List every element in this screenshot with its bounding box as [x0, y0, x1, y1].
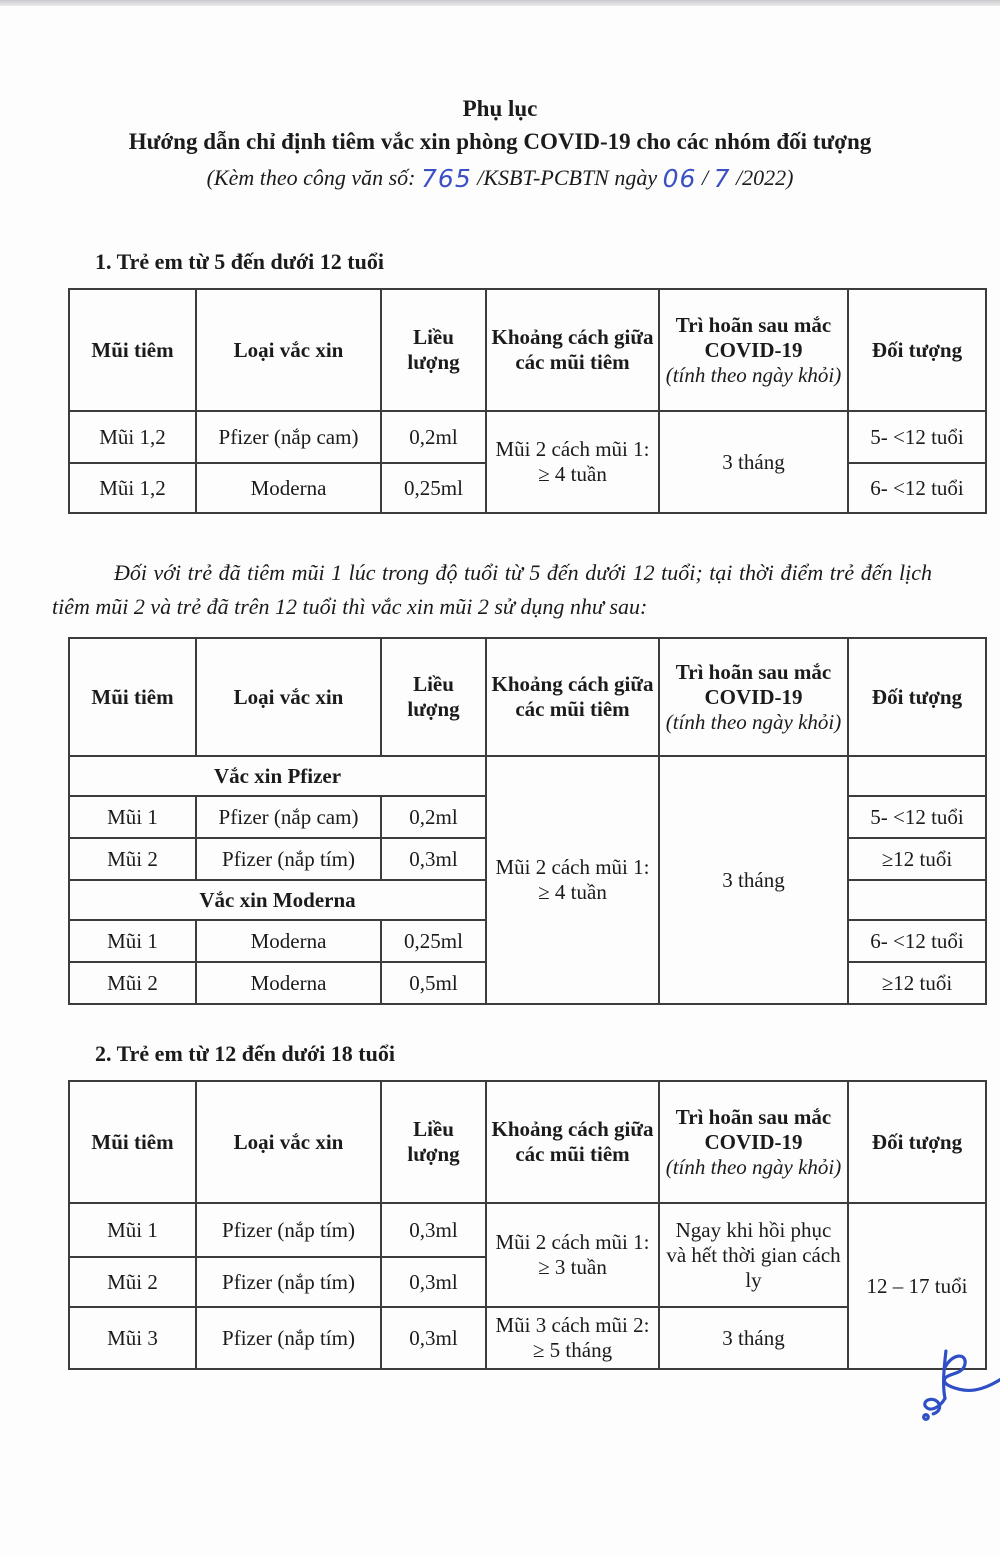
header-shot: Mũi tiêm [69, 289, 196, 411]
shot-cell: Mũi 3 [69, 1307, 196, 1369]
header-delay [659, 289, 848, 411]
dose-cell: 0,2ml [381, 796, 486, 838]
delay-cell: 3 tháng [659, 756, 848, 1004]
ref-suffix: /2022) [735, 165, 794, 190]
header-interval: Khoảng cách giữa các mũi tiêm [486, 289, 659, 411]
delay-cell: Ngay khi hồi phục và hết thời gian cách ly [659, 1203, 848, 1307]
vaccine-cell: Pfizer (nắp cam) [196, 411, 381, 463]
note-paragraph: Đối với trẻ đã tiêm mũi 1 lúc trong độ tuổi từ 5 đến dưới 12 tuổi; tại thời điểm trẻ đến lịch tiêm mũi 2 và trẻ đã trên 12 tuổi thì vắc xin mũi 2 sử dụng như sau: [52, 560, 932, 620]
target-cell: ≥12 tuổi [848, 962, 986, 1004]
delay-cell: 3 tháng [659, 1307, 848, 1369]
header-target: Đối tượng [848, 289, 986, 411]
dose-cell: 0,3ml [381, 1307, 486, 1369]
header-vaccine: Loại vắc xin [196, 638, 381, 756]
dose-cell: 0,25ml [381, 463, 486, 513]
vaccine-table-5-to-12 [68, 288, 987, 514]
header-delay-sub: (tính theo ngày khỏi) [665, 709, 842, 734]
shot-cell: Mũi 2 [69, 962, 196, 1004]
group-row-pfizer [69, 756, 986, 796]
ref-between: /KSBT-PCBTN ngày [477, 165, 658, 190]
target-cell: 12 – 17 tuổi [848, 1203, 986, 1369]
header-dose: Liều lượng [381, 1081, 486, 1203]
section-1-heading: 1. Trẻ em từ 5 đến dưới 12 tuổi [95, 249, 384, 274]
target-cell: ≥12 tuổi [848, 838, 986, 880]
header-target: Đối tượng [848, 638, 986, 756]
interval-cell: Mũi 2 cách mũi 1: ≥ 4 tuần [486, 756, 659, 1004]
header-delay-main: Trì hoãn sau mắc COVID-19 [675, 659, 832, 709]
header-target: Đối tượng [848, 1081, 986, 1203]
vaccine-table-mixed-age [68, 637, 987, 1005]
empty-cell [848, 756, 986, 796]
vaccine-table-12-to-18 [68, 1080, 987, 1370]
handwritten-month: 7 [713, 164, 731, 193]
handwritten-signature-mark [905, 1340, 1000, 1435]
vaccine-cell: Pfizer (nắp tím) [196, 1257, 381, 1307]
interval-cell: Mũi 2 cách mũi 1: ≥ 3 tuần [486, 1203, 659, 1307]
vaccine-cell: Pfizer (nắp tím) [196, 1307, 381, 1369]
handwritten-day: 06 [662, 164, 697, 193]
header-shot: Mũi tiêm [69, 1081, 196, 1203]
shot-cell: Mũi 1 [69, 796, 196, 838]
group-label-pfizer: Vắc xin Pfizer [69, 756, 486, 796]
header-delay [659, 1081, 848, 1203]
vaccine-cell: Moderna [196, 463, 381, 513]
dose-cell: 0,3ml [381, 1203, 486, 1257]
group-label-moderna: Vắc xin Moderna [69, 880, 486, 920]
header-shot: Mũi tiêm [69, 638, 196, 756]
table-row [69, 411, 986, 463]
interval-cell: Mũi 2 cách mũi 1: ≥ 4 tuần [486, 411, 659, 513]
header-delay-sub: (tính theo ngày khỏi) [665, 1154, 842, 1179]
table-header-row [69, 289, 986, 411]
header-delay [659, 638, 848, 756]
ref-prefix: (Kèm theo công văn số: [206, 165, 416, 190]
table-row [69, 1203, 986, 1257]
header-delay-main: Trì hoãn sau mắc COVID-19 [675, 312, 832, 362]
header-delay-main: Trì hoãn sau mắc COVID-19 [675, 1104, 832, 1154]
scan-top-edge [0, 0, 1000, 6]
document-subtitle: Hướng dẫn chỉ định tiêm vắc xin phòng COVID-19 cho các nhóm đối tượng [128, 129, 872, 154]
table-header-row [69, 1081, 986, 1203]
header-vaccine: Loại vắc xin [196, 289, 381, 411]
header-interval: Khoảng cách giữa các mũi tiêm [486, 638, 659, 756]
section-2-heading: 2. Trẻ em từ 12 đến dưới 18 tuổi [95, 1041, 395, 1067]
shot-cell: Mũi 2 [69, 838, 196, 880]
target-cell: 5- <12 tuổi [848, 796, 986, 838]
ref-slash: / [701, 165, 709, 190]
table-header-row [69, 638, 986, 756]
dose-cell: 0,5ml [381, 962, 486, 1004]
vaccine-cell: Moderna [196, 920, 381, 962]
shot-cell: Mũi 2 [69, 1257, 196, 1307]
reference-line [0, 162, 1000, 191]
empty-cell [848, 880, 986, 920]
header-interval: Khoảng cách giữa các mũi tiêm [486, 1081, 659, 1203]
shot-cell: Mũi 1 [69, 920, 196, 962]
vaccine-cell: Pfizer (nắp tím) [196, 1203, 381, 1257]
dose-cell: 0,3ml [381, 1257, 486, 1307]
header-dose: Liều lượng [381, 289, 486, 411]
dose-cell: 0,2ml [381, 411, 486, 463]
target-cell: 6- <12 tuổi [848, 463, 986, 513]
vaccine-cell: Pfizer (nắp cam) [196, 796, 381, 838]
page-title: Phụ lục [462, 96, 538, 121]
vaccine-cell: Moderna [196, 962, 381, 1004]
target-cell: 5- <12 tuổi [848, 411, 986, 463]
shot-cell: Mũi 1,2 [69, 463, 196, 513]
shot-cell: Mũi 1,2 [69, 411, 196, 463]
handwritten-doc-number: 765 [421, 164, 472, 193]
target-cell: 6- <12 tuổi [848, 920, 986, 962]
header-delay-sub: (tính theo ngày khỏi) [665, 362, 842, 387]
interval-cell: Mũi 3 cách mũi 2: ≥ 5 tháng [486, 1307, 659, 1369]
header-vaccine: Loại vắc xin [196, 1081, 381, 1203]
dose-cell: 0,3ml [381, 838, 486, 880]
vaccine-cell: Pfizer (nắp tím) [196, 838, 381, 880]
delay-cell: 3 tháng [659, 411, 848, 513]
header-dose: Liều lượng [381, 638, 486, 756]
shot-cell: Mũi 1 [69, 1203, 196, 1257]
dose-cell: 0,25ml [381, 920, 486, 962]
